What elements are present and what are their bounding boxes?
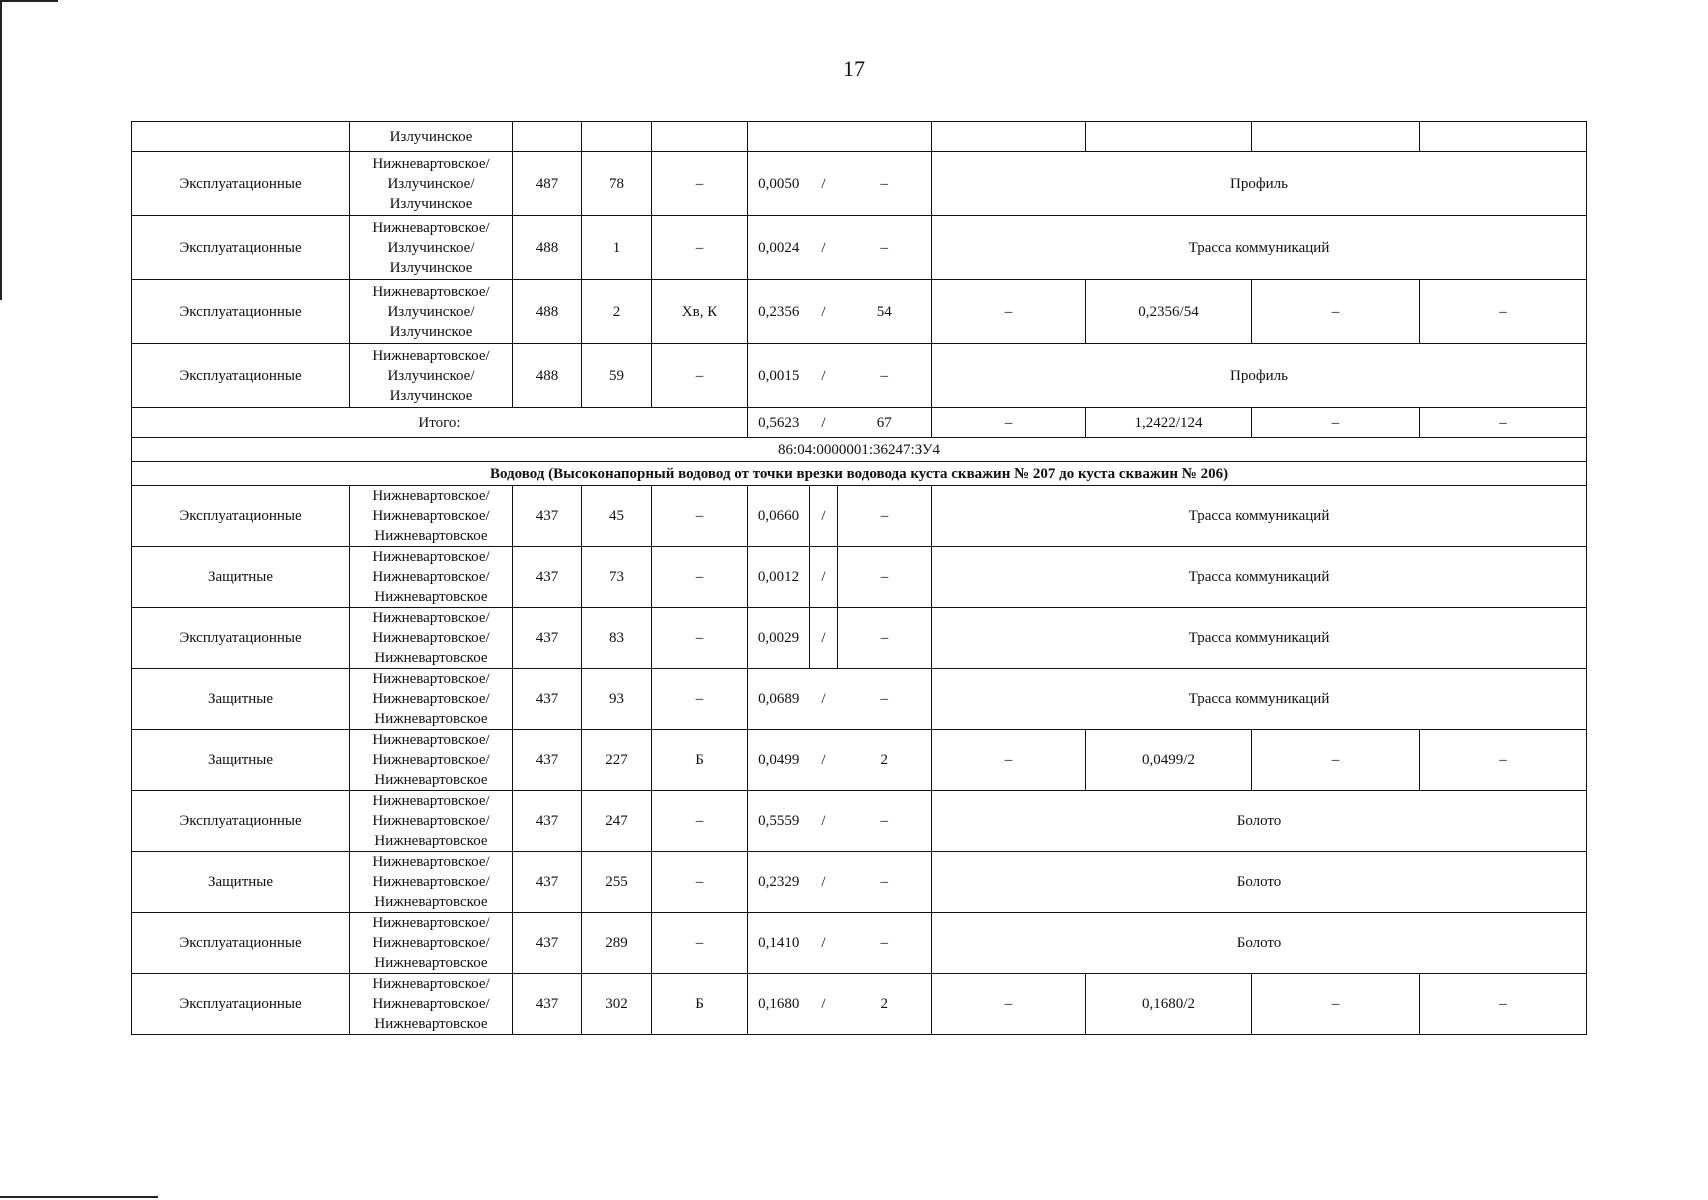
page-number: 17 <box>843 56 865 81</box>
location-cell <box>350 730 513 791</box>
location-line: Излучинское/ <box>387 303 475 320</box>
note-cell: Болото <box>932 913 1587 974</box>
area-cell: 0,0029 <box>748 608 810 669</box>
total-row <box>132 408 1587 438</box>
location-line: Нижневартовское/ <box>372 283 490 300</box>
total-value-4: – <box>1420 408 1587 438</box>
note-cell: Профиль <box>932 344 1587 408</box>
value-cell-1: – <box>932 730 1086 791</box>
forest-type-cell: Защитные <box>132 730 350 791</box>
table-row <box>132 974 1587 1035</box>
plot-cell: 78 <box>582 152 652 216</box>
plot-cell: 45 <box>582 486 652 547</box>
quarter-cell: 437 <box>513 486 582 547</box>
plot-cell: 83 <box>582 608 652 669</box>
note-cell: Болото <box>932 852 1587 913</box>
section-title-row <box>132 462 1587 486</box>
table-row-continuation <box>132 122 1587 152</box>
location-line: Излучинское <box>389 387 473 404</box>
slash-cell: / <box>810 216 838 280</box>
slash-cell: / <box>810 152 838 216</box>
total-count: 67 <box>838 408 932 438</box>
location-line: Нижневартовское <box>374 894 488 910</box>
quarter-cell: 437 <box>513 913 582 974</box>
value-cell-2: 0,1680/2 <box>1086 974 1252 1035</box>
category-cell: – <box>652 669 748 730</box>
total-slash: / <box>810 408 838 438</box>
value-cell-4: – <box>1420 730 1587 791</box>
location-line: Нижневартовское/ <box>372 219 490 236</box>
count-cell: – <box>838 547 932 608</box>
location-line: Нижневартовское/ <box>372 508 490 524</box>
location-line: Излучинское <box>389 323 473 340</box>
quarter-cell: 437 <box>513 608 582 669</box>
location-line: Излучинское/ <box>387 239 475 256</box>
slash-cell: / <box>810 852 838 913</box>
value-cell-2: 0,0499/2 <box>1086 730 1252 791</box>
table-row <box>132 791 1587 852</box>
location-line: Нижневартовское <box>374 589 488 605</box>
category-cell: – <box>652 852 748 913</box>
table-row <box>132 344 1587 408</box>
location-cell <box>350 608 513 669</box>
location-line: Нижневартовское/ <box>372 155 490 172</box>
quarter-cell: 437 <box>513 730 582 791</box>
land-plots-table <box>131 121 1587 1035</box>
location-cell <box>350 791 513 852</box>
table-row <box>132 216 1587 280</box>
forest-type-cell: Защитные <box>132 547 350 608</box>
slash-cell: / <box>810 344 838 408</box>
location-cell <box>350 547 513 608</box>
table-row <box>132 280 1587 344</box>
count-cell: – <box>838 216 932 280</box>
quarter-cell: 488 <box>513 216 582 280</box>
location-line: Нижневартовское/ <box>372 996 490 1012</box>
value-cell-2: 0,2356/54 <box>1086 280 1252 344</box>
plot-cell: 302 <box>582 974 652 1035</box>
value-cell-4: – <box>1420 280 1587 344</box>
note-cell: Трасса коммуникаций <box>932 486 1587 547</box>
location-line: Нижневартовское/ <box>372 732 490 748</box>
slash-cell: / <box>810 280 838 344</box>
area-cell: 0,0015 <box>748 344 810 408</box>
location-line: Нижневартовское/ <box>372 793 490 809</box>
slash-cell: / <box>810 608 838 669</box>
area-cell: 0,5559 <box>748 791 810 852</box>
location-line: Нижневартовское/ <box>372 935 490 951</box>
plot-cell: 1 <box>582 216 652 280</box>
total-value-1: – <box>932 408 1086 438</box>
slash-cell: / <box>810 730 838 791</box>
forest-type-cell: Эксплуатационные <box>132 974 350 1035</box>
section-title: Водовод (Высоконапорный водовод от точки врезки водовода куста скважин № 207 до куста скважин № 206) <box>132 462 1587 486</box>
note-cell: Болото <box>932 791 1587 852</box>
category-cell: – <box>652 344 748 408</box>
location-line: Нижневартовское <box>374 650 488 666</box>
location-line: Нижневартовское <box>374 1016 488 1032</box>
location-line: Нижневартовское/ <box>372 630 490 646</box>
area-cell: 0,0024 <box>748 216 810 280</box>
forest-type-cell: Эксплуатационные <box>132 913 350 974</box>
location-cell <box>350 669 513 730</box>
cadastral-row <box>132 438 1587 462</box>
forest-type-cell: Эксплуатационные <box>132 280 350 344</box>
location-line: Нижневартовское/ <box>372 347 490 364</box>
location-line: Излучинское/ <box>387 367 475 384</box>
quarter-cell: 437 <box>513 547 582 608</box>
count-cell: – <box>838 791 932 852</box>
total-value-3: – <box>1252 408 1420 438</box>
quarter-cell: 437 <box>513 669 582 730</box>
location-line: Нижневартовское/ <box>372 671 490 687</box>
location-line: Нижневартовское/ <box>372 854 490 870</box>
area-cell: 0,0050 <box>748 152 810 216</box>
cadastral-number: 86:04:0000001:36247:ЗУ4 <box>132 438 1587 462</box>
location-line: Излучинское <box>389 195 473 212</box>
table-body <box>132 122 1587 1035</box>
table-row <box>132 547 1587 608</box>
forest-type-cell: Эксплуатационные <box>132 344 350 408</box>
location-line: Нижневартовское/ <box>372 488 490 504</box>
location-cell: Излучинское <box>350 122 513 152</box>
total-label: Итого: <box>132 408 748 438</box>
table-row <box>132 486 1587 547</box>
table-row <box>132 669 1587 730</box>
total-value-2: 1,2422/124 <box>1086 408 1252 438</box>
location-line: Нижневартовское <box>374 711 488 727</box>
area-cell: 0,2356 <box>748 280 810 344</box>
category-cell: – <box>652 152 748 216</box>
quarter-cell: 488 <box>513 280 582 344</box>
note-cell: Профиль <box>932 152 1587 216</box>
location-line: Нижневартовское/ <box>372 549 490 565</box>
forest-type-cell: Защитные <box>132 669 350 730</box>
plot-cell: 247 <box>582 791 652 852</box>
count-cell: 2 <box>838 730 932 791</box>
location-line: Излучинское <box>389 259 473 276</box>
forest-type-cell: Защитные <box>132 852 350 913</box>
plot-cell: 227 <box>582 730 652 791</box>
plot-cell: 93 <box>582 669 652 730</box>
note-cell: Трасса коммуникаций <box>932 216 1587 280</box>
category-cell: Б <box>652 730 748 791</box>
scan-artifact-left-edge <box>0 0 2 300</box>
forest-type-cell: Эксплуатационные <box>132 152 350 216</box>
category-cell: – <box>652 547 748 608</box>
value-cell-1: – <box>932 280 1086 344</box>
area-cell: 0,1680 <box>748 974 810 1035</box>
quarter-cell: 488 <box>513 344 582 408</box>
category-cell: – <box>652 913 748 974</box>
table-row <box>132 608 1587 669</box>
forest-type-cell: Эксплуатационные <box>132 216 350 280</box>
category-cell: Б <box>652 974 748 1035</box>
location-cell <box>350 216 513 280</box>
location-cell <box>350 486 513 547</box>
area-cell: 0,0689 <box>748 669 810 730</box>
slash-cell: / <box>810 791 838 852</box>
location-line: Нижневартовское/ <box>372 569 490 585</box>
location-line: Нижневартовское/ <box>372 610 490 626</box>
count-cell: – <box>838 344 932 408</box>
location-cell <box>350 852 513 913</box>
count-cell: – <box>838 608 932 669</box>
note-cell: Трасса коммуникаций <box>932 669 1587 730</box>
category-cell: Хв, К <box>652 280 748 344</box>
slash-cell: / <box>810 486 838 547</box>
count-cell: 54 <box>838 280 932 344</box>
category-cell: – <box>652 216 748 280</box>
location-cell <box>350 280 513 344</box>
location-line: Нижневартовское/ <box>372 752 490 768</box>
plot-cell: 73 <box>582 547 652 608</box>
value-cell-3: – <box>1252 280 1420 344</box>
quarter-cell: 487 <box>513 152 582 216</box>
location-cell <box>350 974 513 1035</box>
slash-cell: / <box>810 669 838 730</box>
quarter-cell: 437 <box>513 852 582 913</box>
location-line: Излучинское/ <box>387 175 475 192</box>
count-cell: – <box>838 913 932 974</box>
location-line: Нижневартовское/ <box>372 976 490 992</box>
count-cell: 2 <box>838 974 932 1035</box>
location-cell <box>350 913 513 974</box>
value-cell-1: – <box>932 974 1086 1035</box>
forest-type-cell: Эксплуатационные <box>132 486 350 547</box>
category-cell: – <box>652 791 748 852</box>
table-row <box>132 913 1587 974</box>
location-line: Нижневартовское <box>374 955 488 971</box>
location-cell <box>350 152 513 216</box>
note-cell: Трасса коммуникаций <box>932 608 1587 669</box>
area-cell: 0,1410 <box>748 913 810 974</box>
location-line: Нижневартовское <box>374 772 488 788</box>
total-area: 0,5623 <box>748 408 810 438</box>
area-cell: 0,0660 <box>748 486 810 547</box>
location-line: Нижневартовское <box>374 528 488 544</box>
table-row <box>132 152 1587 216</box>
count-cell: – <box>838 152 932 216</box>
quarter-cell: 437 <box>513 974 582 1035</box>
count-cell: – <box>838 669 932 730</box>
slash-cell: / <box>810 974 838 1035</box>
scan-artifact-top-left <box>0 0 58 2</box>
location-cell <box>350 344 513 408</box>
location-line: Нижневартовское <box>374 833 488 849</box>
value-cell-3: – <box>1252 974 1420 1035</box>
count-cell: – <box>838 486 932 547</box>
table-row <box>132 852 1587 913</box>
location-line: Нижневартовское/ <box>372 874 490 890</box>
plot-cell: 289 <box>582 913 652 974</box>
area-cell: 0,0012 <box>748 547 810 608</box>
table-row <box>132 730 1587 791</box>
slash-cell: / <box>810 913 838 974</box>
plot-cell: 255 <box>582 852 652 913</box>
forest-type-cell: Эксплуатационные <box>132 791 350 852</box>
plot-cell: 59 <box>582 344 652 408</box>
scan-artifact-bottom-left <box>0 1196 158 1198</box>
value-cell-3: – <box>1252 730 1420 791</box>
forest-type-cell: Эксплуатационные <box>132 608 350 669</box>
count-cell: – <box>838 852 932 913</box>
location-line: Нижневартовское/ <box>372 691 490 707</box>
location-line: Нижневартовское/ <box>372 915 490 931</box>
quarter-cell: 437 <box>513 791 582 852</box>
slash-cell: / <box>810 547 838 608</box>
category-cell: – <box>652 486 748 547</box>
category-cell: – <box>652 608 748 669</box>
area-cell: 0,2329 <box>748 852 810 913</box>
note-cell: Трасса коммуникаций <box>932 547 1587 608</box>
location-line: Нижневартовское/ <box>372 813 490 829</box>
area-cell: 0,0499 <box>748 730 810 791</box>
plot-cell: 2 <box>582 280 652 344</box>
value-cell-4: – <box>1420 974 1587 1035</box>
